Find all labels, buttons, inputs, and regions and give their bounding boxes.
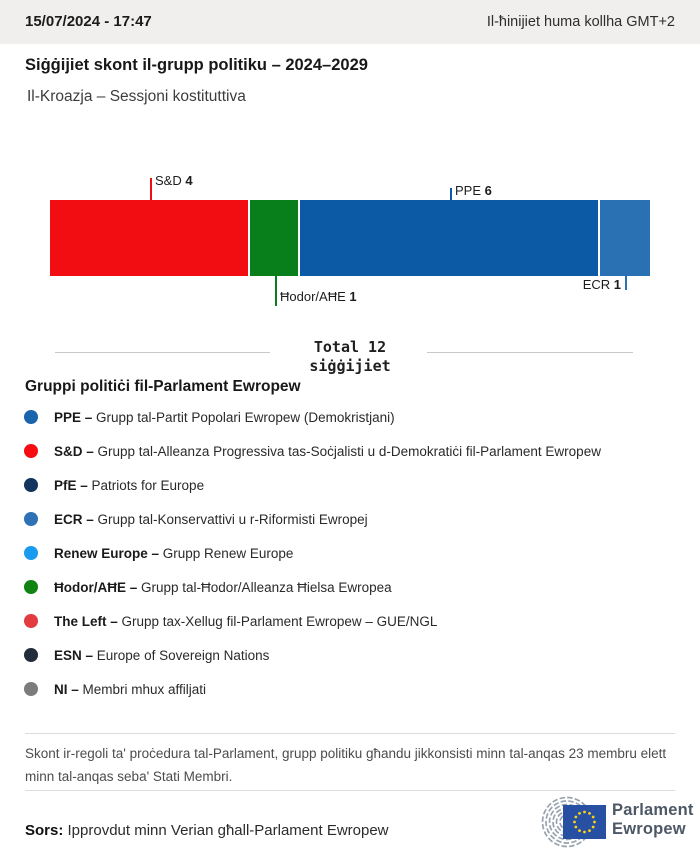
- bar-segment-odor-a-e: [250, 200, 300, 276]
- parliament-hemicycle-icon: [527, 794, 612, 852]
- footnote-divider-top: [25, 733, 675, 734]
- legend-label-esn: ESN – Europe of Sovereign Nations: [54, 647, 270, 663]
- header-datetime: 15/07/2024 - 17:47: [25, 13, 152, 30]
- legend-color-dot-odor-a-e: [24, 580, 38, 594]
- total-seats-label: [250, 338, 450, 376]
- legend-label-s-d: S&D – Grupp tal-Alleanza Progressiva tas-Soċjalisti u d-Demokratiċi fil-Parlament Ewropew: [54, 443, 601, 459]
- legend-color-dot-ppe: [24, 410, 38, 424]
- logo-line2: Ewropew: [612, 820, 686, 838]
- page-title: Siġġijiet skont il-grupp politiku – 2024–2029: [25, 56, 368, 74]
- legend-label-ppe: PPE – Grupp tal-Partit Popolari Ewropew (Demokristjani): [54, 409, 395, 425]
- legend-color-dot-pfe: [24, 478, 38, 492]
- logo-wordmark: [612, 801, 694, 839]
- legend-color-dot-renew-europe: [24, 546, 38, 560]
- legend-item-ppe: [24, 400, 684, 434]
- seats-bar-chart: [0, 165, 700, 315]
- legend-item-s-d: [24, 434, 684, 468]
- legend-label-odor-a-e: Ħodor/AĦE – Grupp tal-Ħodor/Alleanza Ħielsa Ewropea: [54, 579, 392, 595]
- total-seats-line1: Total 12: [313, 338, 387, 356]
- legend-label-renew-europe: Renew Europe – Grupp Renew Europe: [54, 545, 294, 561]
- bar-segment-s-d: [50, 200, 250, 276]
- header-timezone-note: Il-ħinijiet huma kollha GMT+2: [486, 14, 675, 30]
- source-label: Sors:: [25, 822, 64, 839]
- page-subtitle: Il-Kroazja – Sessjoni kostituttiva: [27, 88, 246, 105]
- callout-label-ppe: PPE 6: [455, 183, 492, 198]
- legend-item-ni: [24, 672, 684, 706]
- bar-segment-ecr: [600, 200, 650, 276]
- eu-flag-icon: [563, 805, 606, 839]
- callout-label-s-d: S&D 4: [155, 173, 193, 188]
- stacked-seat-bar: [50, 200, 650, 276]
- legend-color-dot-ni: [24, 682, 38, 696]
- callout-tick-ppe: [450, 188, 452, 200]
- legend-item-the-left: [24, 604, 684, 638]
- total-seats-line2: siġġijiet: [309, 357, 391, 375]
- total-divider-left: [55, 352, 270, 353]
- callout-tick-ecr: [625, 276, 627, 290]
- total-divider-right: [427, 352, 633, 353]
- header-bar: [0, 0, 700, 44]
- legend-item-esn: [24, 638, 684, 672]
- footnote-text: Skont ir-regoli ta' proċedura tal-Parlament, grupp politiku għandu jikkonsisti minn tal-anqas 23 membru elett minn tal-anqas seba' Stati Membri.: [25, 746, 667, 784]
- legend-item-ecr: [24, 502, 684, 536]
- source-line: [25, 822, 389, 839]
- callout-tick-s-d: [150, 178, 152, 200]
- european-parliament-logo: [527, 794, 694, 852]
- legend-label-ecr: ECR – Grupp tal-Konservattivi u r-Riformisti Ewropej: [54, 511, 368, 527]
- footnote-divider-bottom: [25, 790, 675, 791]
- legend-label-ni: NI – Membri mhux affiljati: [54, 681, 207, 697]
- legend-color-dot-s-d: [24, 444, 38, 458]
- callout-tick-odor-a-e: [275, 276, 277, 306]
- legend-color-dot-esn: [24, 648, 38, 662]
- legend-label-the-left: The Left – Grupp tax-Xellug fil-Parlament Ewropew – GUE/NGL: [54, 613, 438, 629]
- legend-list: [24, 400, 684, 706]
- legend-item-pfe: [24, 468, 684, 502]
- legend-item-odor-a-e: [24, 570, 684, 604]
- callout-label-odor-a-e: Ħodor/AĦE 1: [280, 289, 357, 304]
- logo-line1: Parlament: [612, 801, 694, 819]
- source-value: Ipprovdut minn Verian għall-Parlament Ewropew: [67, 822, 389, 839]
- legend-item-renew-europe: [24, 536, 684, 570]
- legend-label-pfe: PfE – Patriots for Europe: [54, 477, 205, 493]
- callout-label-ecr: ECR 1: [582, 277, 621, 292]
- legend-color-dot-the-left: [24, 614, 38, 628]
- legend-heading: Gruppi politiċi fil-Parlament Ewropew: [25, 378, 301, 395]
- legend-color-dot-ecr: [24, 512, 38, 526]
- bar-segment-ppe: [300, 200, 600, 276]
